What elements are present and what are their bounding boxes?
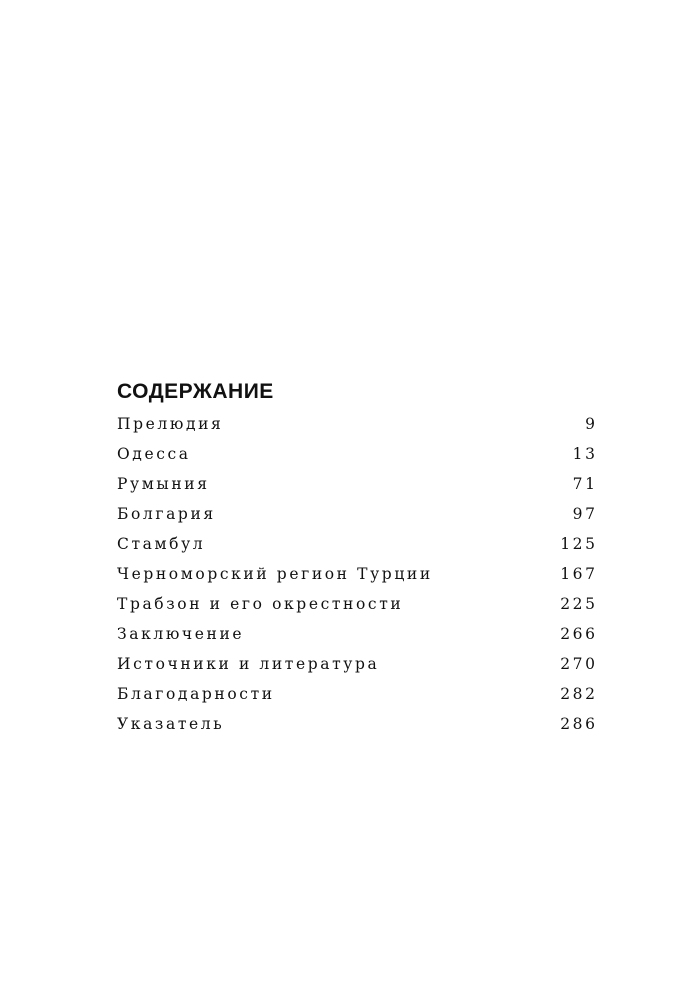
toc-entry-label: Источники и литература [117,655,380,673]
toc-entry-page: 71 [572,475,598,493]
toc-entry-acknowledgements [117,679,598,709]
toc-entry-label: Заключение [117,625,245,643]
toc-entry-conclusion [117,619,598,649]
toc-entry-label: Болгария [117,505,216,523]
toc-entry-sources [117,649,598,679]
toc-entry-odessa [117,439,598,469]
toc-entry-istanbul [117,529,598,559]
toc-entry-label: Одесса [117,445,191,463]
toc-entry-romania [117,469,598,499]
toc-entry-index [117,709,598,739]
toc-entry-label: Стамбул [117,535,206,553]
toc-list [117,409,598,739]
toc-entry-black-sea-turkey [117,559,598,589]
toc-entry-page: 9 [585,415,598,433]
toc-entry-label: Трабзон и его окрестности [117,595,404,613]
toc-entry-label: Румыния [117,475,210,493]
toc-entry-prelude [117,409,598,439]
toc-entry-page: 13 [572,445,598,463]
toc-entry-label: Черноморский регион Турции [117,565,433,583]
toc-entry-page: 286 [560,715,598,733]
toc-entry-page: 97 [572,505,598,523]
toc-entry-page: 167 [560,565,598,583]
toc-entry-page: 225 [560,595,598,613]
toc-entry-page: 270 [560,655,598,673]
toc-entry-label: Прелюдия [117,415,224,433]
toc-entry-page: 266 [560,625,598,643]
toc-entry-page: 125 [560,535,598,553]
toc-title: СОДЕРЖАНИЕ [117,380,274,403]
table-of-contents [117,378,598,739]
toc-entry-page: 282 [560,685,598,703]
toc-entry-bulgaria [117,499,598,529]
toc-entry-label: Благодарности [117,685,275,703]
toc-entry-label: Указатель [117,715,225,733]
toc-entry-trabzon [117,589,598,619]
